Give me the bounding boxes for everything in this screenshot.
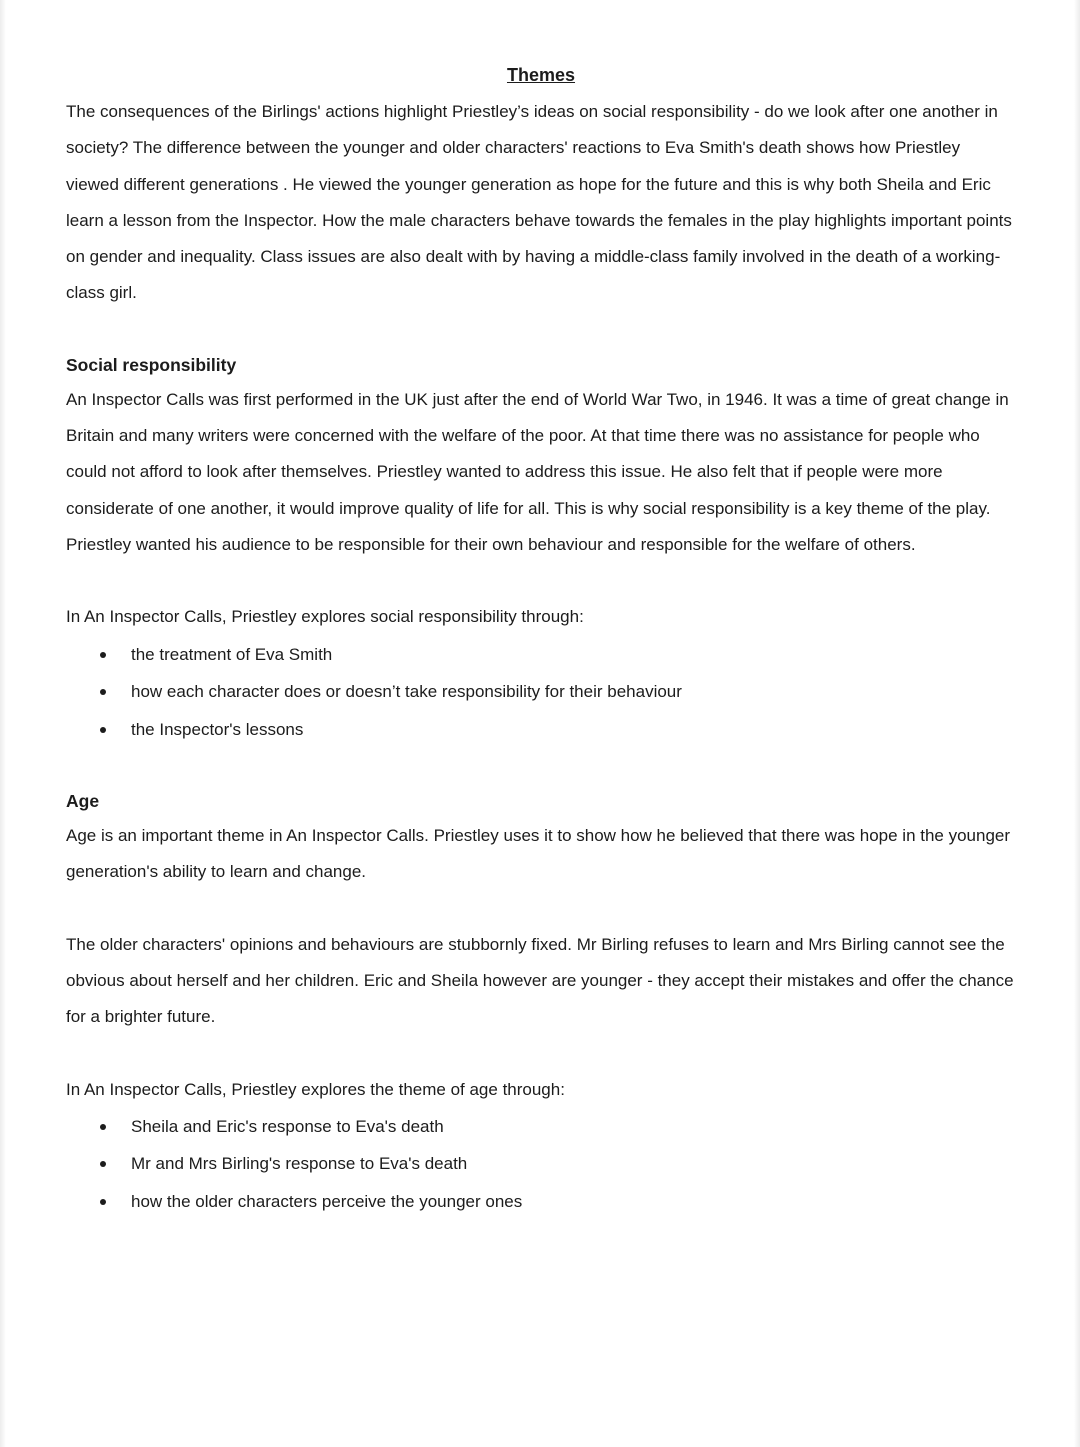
- list-item: [66, 636, 1016, 674]
- list-item-text: how the older characters perceive the younger ones: [131, 1191, 523, 1211]
- bullet-icon: [100, 1161, 106, 1167]
- bullet-icon: [100, 1124, 106, 1130]
- list-item: [66, 1145, 1016, 1183]
- list-item: [66, 1183, 1016, 1221]
- section-heading-age: Age: [66, 791, 100, 812]
- list-item-text: how each character does or doesn’t take responsibility for their behaviour: [131, 682, 682, 702]
- spacer: [66, 748, 1016, 784]
- social-bullet-list: [66, 636, 1016, 749]
- age-bullet-list: [66, 1108, 1016, 1221]
- document-content: [66, 60, 1016, 1220]
- bullet-icon: [100, 727, 106, 733]
- bullet-icon: [100, 689, 106, 695]
- section-heading-social-responsibility: Social responsibility: [66, 354, 237, 375]
- age-paragraph-1: Age is an important theme in An Inspector Calls. Priestley uses it to show how he believed that there was hope in the younger generation's ability to learn and change.: [66, 826, 1011, 882]
- intro-paragraph: The consequences of the Birlings' actions highlight Priestley’s ideas on social responsibility - do we look after one another in society? The difference between the younger and older characters' reactions to Eva Smith's death shows how Priestley viewed different generations . He viewed the younger generation as hope for the future and this is why both Sheila and Eric learn a lesson from the Inspector. How the male characters behave towards the females in the play highlights important points on gender and inequality. Class issues are also dealt with by having a middle-class family involved in the death of a working-class girl.: [66, 102, 1012, 303]
- spacer: [66, 891, 1016, 927]
- bullet-icon: [100, 1199, 106, 1205]
- list-item: [66, 1108, 1016, 1146]
- list-item-text: the treatment of Eva Smith: [131, 644, 333, 664]
- age-paragraph-2: The older characters' opinions and behaviours are stubbornly fixed. Mr Birling refuses to learn and Mrs Birling cannot see the obvious about herself and her children. Eric and Sheila however are younger - they accept their mistakes and offer the chance for a brighter future.: [66, 934, 1014, 1027]
- bullet-icon: [100, 652, 106, 658]
- social-responsibility-paragraph: An Inspector Calls was first performed in the UK just after the end of World War Two, in 1946. It was a time of great change in Britain and many writers were concerned with the welfare of the poor. At that time there was no assistance for people who could not afford to look after themselves. Priestley wanted to address this issue. He also felt that if people were more considerate of one another, it would improve quality of life for all. This is why social responsibility is a key theme of the play. Priestley wanted his audience to be responsible for their own behaviour and responsible for the welfare of others.: [66, 389, 1009, 554]
- spacer: [66, 312, 1016, 348]
- spacer: [66, 563, 1016, 599]
- list-item: [66, 673, 1016, 711]
- list-item-text: the Inspector's lessons: [131, 719, 304, 739]
- age-list-intro: In An Inspector Calls, Priestley explores the theme of age through:: [66, 1079, 565, 1099]
- spacer: [66, 1036, 1016, 1072]
- document-title: Themes: [506, 65, 576, 85]
- list-item-text: Mr and Mrs Birling's response to Eva's death: [131, 1154, 468, 1174]
- list-item: [66, 711, 1016, 749]
- page-edge-right: [1074, 0, 1080, 1447]
- page-edge-left: [0, 0, 6, 1447]
- list-item-text: Sheila and Eric's response to Eva's death: [131, 1116, 444, 1136]
- social-list-intro: In An Inspector Calls, Priestley explores social responsibility through:: [66, 607, 584, 627]
